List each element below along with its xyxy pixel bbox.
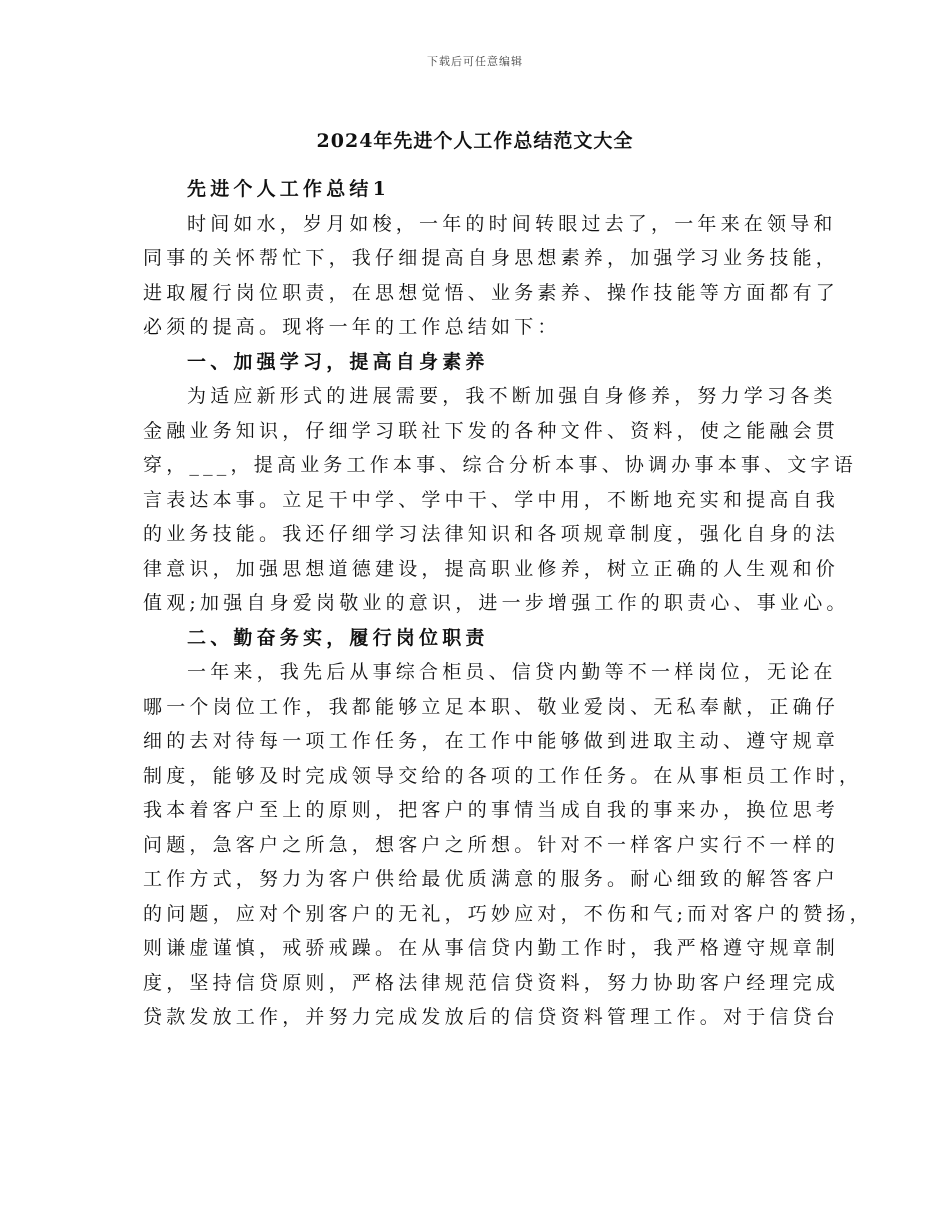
paragraph-line: 言表达本事。立足干中学、学中干、学中用，不断地充实和提高自我 bbox=[143, 488, 840, 511]
paragraph-line: 为适应新形式的进展需要，我不断加强自身修养，努力学习各类 bbox=[187, 385, 837, 407]
paragraph-line: 度，坚持信贷原则，严格法律规范信贷资料，努力协助客户经理完成 bbox=[143, 971, 840, 994]
paragraph-line: 进取履行岗位职责，在思想觉悟、业务素养、操作技能等方面都有了 bbox=[143, 281, 840, 304]
paragraph-line: 制度，能够及时完成领导交给的各项的工作任务。在从事柜员工作时， bbox=[143, 764, 863, 787]
section-heading: 先进个人工作总结1 bbox=[187, 178, 391, 200]
paragraph-line: 的业务技能。我还仔细学习法律知识和各项规章制度，强化自身的法 bbox=[143, 523, 840, 545]
paragraph-line: 穿，___，提高业务工作本事、综合分析本事、协调办事本事、文字语 bbox=[143, 454, 857, 476]
paragraph-line: 时间如水，岁月如梭，一年的时间转眼过去了，一年来在领导和 bbox=[187, 212, 837, 235]
paragraph-line: 律意识，加强思想道德建设，提高职业修养，树立正确的人生观和价 bbox=[143, 557, 840, 580]
paragraph-line: 必须的提高。现将一年的工作总结如下： bbox=[143, 316, 561, 338]
section-heading: 二、勤奋务实，履行岗位职责 bbox=[187, 626, 489, 649]
paragraph-line: 同事的关怀帮忙下，我仔细提高自身思想素养，加强学习业务技能， bbox=[143, 247, 840, 269]
paragraph-line: 一年来，我先后从事综合柜员、信贷内勤等不一样岗位，无论在 bbox=[187, 661, 837, 683]
paragraph-line: 细的去对待每一项工作任务，在工作中能够做到进取主动、遵守规章 bbox=[143, 730, 840, 752]
paragraph-line: 值观;加强自身爱岗敬业的意识，进一步增强工作的职责心、事业心。 bbox=[143, 592, 850, 614]
paragraph-line: 我本着客户至上的原则，把客户的事情当成自我的事来办，换位思考 bbox=[143, 799, 840, 821]
paragraph-line: 哪一个岗位工作，我都能够立足本职、敬业爱岗、无私奉献，正确仔 bbox=[143, 695, 840, 718]
document-body bbox=[143, 172, 873, 1035]
section-heading: 一、加强学习，提高自身素养 bbox=[187, 350, 489, 373]
document-title: 2024年先进个人工作总结范文大全 bbox=[316, 130, 634, 152]
paragraph-line: 金融业务知识，仔细学习联社下发的各种文件、资料，使之能融会贯 bbox=[143, 419, 840, 442]
paragraph-line: 贷款发放工作，并努力完成发放后的信贷资料管理工作。对于信贷台 bbox=[143, 1006, 840, 1028]
page-header: 下载后可任意编辑 bbox=[427, 55, 523, 68]
paragraph-line: 的问题，应对个别客户的无礼，巧妙应对，不伤和气;而对客户的赞扬， bbox=[143, 902, 873, 925]
paragraph-line: 工作方式，努力为客户供给最优质满意的服务。耐心细致的解答客户 bbox=[143, 868, 840, 890]
paragraph-line: 则谦虚谨慎，戒骄戒躁。在从事信贷内勤工作时，我严格遵守规章制 bbox=[143, 937, 840, 959]
paragraph-line: 问题，急客户之所急，想客户之所想。针对不一样客户实行不一样的 bbox=[143, 833, 840, 856]
